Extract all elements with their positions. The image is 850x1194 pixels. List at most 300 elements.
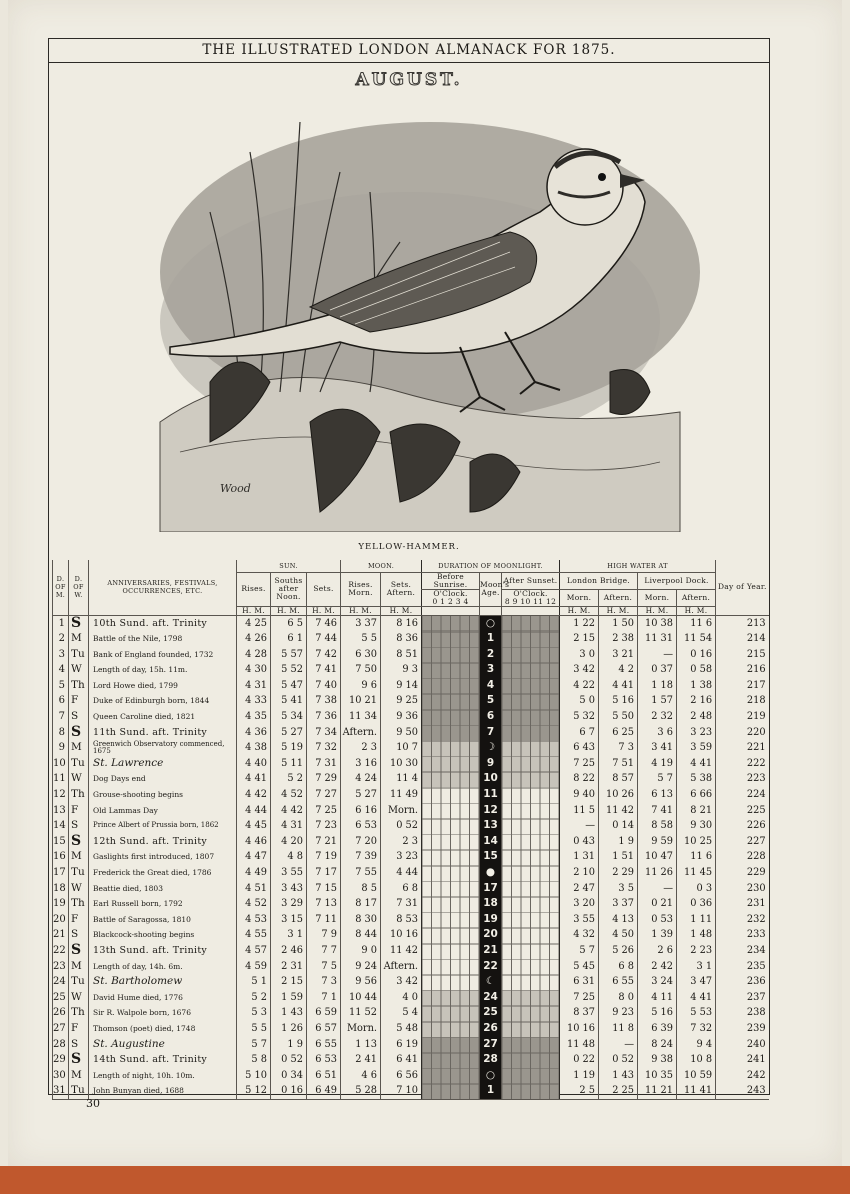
sun-sets: 7 5 (307, 959, 341, 975)
moon-sets: 9 3 (381, 662, 422, 678)
moonlight-before (422, 1037, 480, 1053)
moonlight-after (502, 1005, 560, 1021)
sun-sets: 7 38 (307, 693, 341, 709)
table-row (53, 1083, 769, 1099)
day-of-month: 30 (53, 1068, 69, 1084)
london-morn: 5 45 (560, 959, 599, 975)
sun-souths: 4 20 (271, 834, 307, 850)
liverpool-aftern: 10 8 (677, 1052, 716, 1068)
oclock-right: O'Clock. 8 9 10 11 12 (502, 589, 560, 606)
day-of-month: 31 (53, 1083, 69, 1099)
day-of-year: 220 (716, 725, 769, 741)
london-morn: 2 10 (560, 865, 599, 881)
london-aftern: 1 9 (599, 834, 638, 850)
liverpool-morn: — (638, 881, 677, 897)
day-of-week: S (69, 1037, 89, 1053)
event: John Bunyan died, 1688 (89, 1083, 237, 1099)
sun-rises: 4 38 (237, 740, 271, 756)
day-of-year: 241 (716, 1052, 769, 1068)
sun-sets: 6 59 (307, 1005, 341, 1021)
sun-sets: 7 23 (307, 818, 341, 834)
event: Battle of the Nile, 1798 (89, 631, 237, 647)
sun-sets: 7 40 (307, 678, 341, 694)
event: 14th Sund. aft. Trinity (89, 1052, 237, 1068)
moonlight-after (502, 756, 560, 772)
liverpool-aftern: 1 11 (677, 912, 716, 928)
moon-age: 19 (480, 912, 502, 928)
moonlight-after (502, 943, 560, 959)
moon-rises: 6 53 (341, 818, 381, 834)
london-morn: 4 22 (560, 678, 599, 694)
sun-souths: 0 52 (271, 1052, 307, 1068)
day-of-week: Th (69, 896, 89, 912)
sun-sets: 7 31 (307, 756, 341, 772)
liverpool-morn: 10 47 (638, 849, 677, 865)
day-of-week: W (69, 881, 89, 897)
day-of-year: 239 (716, 1021, 769, 1037)
moon-age: 4 (480, 678, 502, 694)
moon-sets: 6 19 (381, 1037, 422, 1053)
moon-age: 1 (480, 1083, 502, 1099)
sun-rises: 5 1 (237, 974, 271, 990)
event: Beattie died, 1803 (89, 881, 237, 897)
col-d-of-w: D. OF W. (69, 560, 89, 615)
moon-sets: 2 3 (381, 834, 422, 850)
moonlight-after (502, 1037, 560, 1053)
moonlight-after (502, 803, 560, 819)
day-of-month: 19 (53, 896, 69, 912)
table-row (53, 725, 769, 741)
table-row (53, 1005, 769, 1021)
moon-sets: 3 23 (381, 849, 422, 865)
liverpool-aftern: 6 66 (677, 787, 716, 803)
liverpool-morn: 0 21 (638, 896, 677, 912)
event: Bank of England founded, 1732 (89, 647, 237, 663)
day-of-year: 243 (716, 1083, 769, 1099)
unit-hm: H. M. (271, 606, 307, 615)
sun-souths: 5 11 (271, 756, 307, 772)
day-of-year: 223 (716, 771, 769, 787)
table-row (53, 1068, 769, 1084)
sun-sets: 6 55 (307, 1037, 341, 1053)
moon-age: 1 (480, 631, 502, 647)
day-of-week: S (69, 709, 89, 725)
london-morn: 11 48 (560, 1037, 599, 1053)
sun-souths: 5 19 (271, 740, 307, 756)
day-of-year: 225 (716, 803, 769, 819)
moon-age: 24 (480, 990, 502, 1006)
moonlight-after (502, 974, 560, 990)
day-of-week: S (69, 927, 89, 943)
moonlight-before (422, 615, 480, 631)
liverpool-morn: 1 57 (638, 693, 677, 709)
moonlight-before (422, 881, 480, 897)
moonlight-before (422, 896, 480, 912)
event: St. Augustine (89, 1037, 237, 1053)
moon-age: 25 (480, 1005, 502, 1021)
col-sun-sets: Sets. (307, 572, 341, 606)
table-row (53, 771, 769, 787)
day-of-week: S (69, 943, 89, 959)
col-before-sunrise: Before Sunrise. (422, 572, 480, 589)
liverpool-morn: 11 31 (638, 631, 677, 647)
unit-hm: H. M. (307, 606, 341, 615)
liverpool-morn: 2 6 (638, 943, 677, 959)
liverpool-aftern: 3 47 (677, 974, 716, 990)
sun-sets: 7 27 (307, 787, 341, 803)
day-of-month: 10 (53, 756, 69, 772)
table-row (53, 756, 769, 772)
moon-rises: 8 17 (341, 896, 381, 912)
table-row (53, 959, 769, 975)
day-of-month: 6 (53, 693, 69, 709)
sun-souths: 3 15 (271, 912, 307, 928)
london-aftern: 2 25 (599, 1083, 638, 1099)
day-of-month: 13 (53, 803, 69, 819)
liverpool-morn: 8 58 (638, 818, 677, 834)
liverpool-morn: 2 32 (638, 709, 677, 725)
london-morn: — (560, 818, 599, 834)
event: St. Lawrence (89, 756, 237, 772)
liverpool-aftern: 0 16 (677, 647, 716, 663)
moonlight-before (422, 818, 480, 834)
sun-souths: 2 15 (271, 974, 307, 990)
london-aftern: 2 38 (599, 631, 638, 647)
unit-hm: H. M. (638, 606, 677, 615)
liverpool-morn: 0 37 (638, 662, 677, 678)
sun-souths: 2 31 (271, 959, 307, 975)
table-row (53, 662, 769, 678)
sun-souths: 3 29 (271, 896, 307, 912)
sun-sets: 7 17 (307, 865, 341, 881)
moon-sets: 6 56 (381, 1068, 422, 1084)
day-of-year: 216 (716, 662, 769, 678)
liverpool-morn: 9 38 (638, 1052, 677, 1068)
moon-age: 21 (480, 943, 502, 959)
moon-rises: 6 30 (341, 647, 381, 663)
moon-sets: 4 0 (381, 990, 422, 1006)
london-aftern: 1 43 (599, 1068, 638, 1084)
col-lb-morn: Morn. (560, 589, 599, 606)
moon-rises: 3 37 (341, 615, 381, 631)
day-of-month: 29 (53, 1052, 69, 1068)
moon-sets: 11 4 (381, 771, 422, 787)
london-aftern: 6 55 (599, 974, 638, 990)
col-d-of-m: D. OF M. (53, 560, 69, 615)
sun-rises: 4 53 (237, 912, 271, 928)
day-of-year: 217 (716, 678, 769, 694)
liverpool-aftern: 11 41 (677, 1083, 716, 1099)
sun-rises: 4 52 (237, 896, 271, 912)
event: Greenwich Observatory commenced, 1675 (89, 740, 237, 756)
moon-sets: Morn. (381, 803, 422, 819)
col-london-bridge: London Bridge. (560, 572, 638, 589)
moonlight-before (422, 849, 480, 865)
moon-rises: 9 6 (341, 678, 381, 694)
liverpool-aftern: 5 38 (677, 771, 716, 787)
sun-rises: 4 25 (237, 615, 271, 631)
day-of-month: 17 (53, 865, 69, 881)
liverpool-aftern: 9 30 (677, 818, 716, 834)
day-of-month: 24 (53, 974, 69, 990)
london-morn: 6 31 (560, 974, 599, 990)
liverpool-morn: 11 21 (638, 1083, 677, 1099)
day-of-year: 230 (716, 881, 769, 897)
sun-sets: 6 49 (307, 1083, 341, 1099)
moon-age: ○ (480, 615, 502, 631)
moonlight-before (422, 740, 480, 756)
liverpool-aftern: 0 58 (677, 662, 716, 678)
moonlight-before (422, 1068, 480, 1084)
moonlight-after (502, 787, 560, 803)
sun-souths: 4 8 (271, 849, 307, 865)
liverpool-morn: 8 24 (638, 1037, 677, 1053)
london-morn: 1 22 (560, 615, 599, 631)
moonlight-after (502, 1052, 560, 1068)
moonlight-after (502, 771, 560, 787)
moonlight-after (502, 631, 560, 647)
day-of-year: 213 (716, 615, 769, 631)
moon-sets: 8 36 (381, 631, 422, 647)
sun-sets: 7 46 (307, 615, 341, 631)
liverpool-morn: 3 24 (638, 974, 677, 990)
liverpool-aftern: 4 41 (677, 756, 716, 772)
moon-rises: 9 24 (341, 959, 381, 975)
liverpool-morn: 11 26 (638, 865, 677, 881)
event: David Hume died, 1776 (89, 990, 237, 1006)
day-of-year: 226 (716, 818, 769, 834)
london-morn: 4 32 (560, 927, 599, 943)
moon-age: 13 (480, 818, 502, 834)
day-of-year: 236 (716, 974, 769, 990)
moon-rises: Aftern. (341, 725, 381, 741)
sun-rises: 4 31 (237, 678, 271, 694)
day-of-year: 232 (716, 912, 769, 928)
moon-rises: 9 56 (341, 974, 381, 990)
table-row (53, 1037, 769, 1053)
day-of-week: Tu (69, 1083, 89, 1099)
london-aftern: 8 0 (599, 990, 638, 1006)
moon-sets: 7 31 (381, 896, 422, 912)
london-aftern: 8 57 (599, 771, 638, 787)
moonlight-before (422, 693, 480, 709)
sun-rises: 4 36 (237, 725, 271, 741)
event: Length of day, 14h. 6m. (89, 959, 237, 975)
col-sun-souths: Souths after Noon. (271, 572, 307, 606)
day-of-week: Th (69, 787, 89, 803)
sun-souths: 5 52 (271, 662, 307, 678)
sun-rises: 4 51 (237, 881, 271, 897)
liverpool-aftern: 11 54 (677, 631, 716, 647)
moonlight-before (422, 647, 480, 663)
table-row (53, 849, 769, 865)
london-morn: 0 22 (560, 1052, 599, 1068)
sun-souths: 3 43 (271, 881, 307, 897)
liverpool-morn: 3 6 (638, 725, 677, 741)
sun-souths: 1 59 (271, 990, 307, 1006)
moon-sets: 5 48 (381, 1021, 422, 1037)
moonlight-before (422, 756, 480, 772)
day-of-month: 18 (53, 881, 69, 897)
col-moon-age: Moon's Age. (480, 572, 502, 606)
moon-sets: 8 16 (381, 615, 422, 631)
moon-rises: 2 41 (341, 1052, 381, 1068)
moonlight-after (502, 1021, 560, 1037)
moon-age: 14 (480, 834, 502, 850)
event: 12th Sund. aft. Trinity (89, 834, 237, 850)
sun-sets: 7 36 (307, 709, 341, 725)
table-row (53, 818, 769, 834)
sun-rises: 4 57 (237, 943, 271, 959)
day-of-year: 238 (716, 1005, 769, 1021)
day-of-year: 233 (716, 927, 769, 943)
liverpool-morn: 4 19 (638, 756, 677, 772)
moonlight-before (422, 1005, 480, 1021)
liverpool-morn: 10 38 (638, 615, 677, 631)
moon-sets: 3 42 (381, 974, 422, 990)
sun-souths: 4 31 (271, 818, 307, 834)
day-of-week: Tu (69, 865, 89, 881)
table-row (53, 615, 769, 631)
moon-sets: 8 53 (381, 912, 422, 928)
event: Blackcock-shooting begins (89, 927, 237, 943)
col-moonlight: DURATION OF MOONLIGHT. (422, 560, 560, 572)
moonlight-after (502, 1068, 560, 1084)
event: Thomson (poet) died, 1748 (89, 1021, 237, 1037)
day-of-month: 11 (53, 771, 69, 787)
table-row (53, 709, 769, 725)
day-of-week: Tu (69, 756, 89, 772)
day-of-month: 14 (53, 818, 69, 834)
london-morn: 5 0 (560, 693, 599, 709)
moonlight-after (502, 849, 560, 865)
liverpool-aftern: 1 38 (677, 678, 716, 694)
london-morn: 8 37 (560, 1005, 599, 1021)
liverpool-morn: 4 11 (638, 990, 677, 1006)
liverpool-morn: 5 16 (638, 1005, 677, 1021)
sun-rises: 5 10 (237, 1068, 271, 1084)
moonlight-after (502, 818, 560, 834)
moon-sets: 9 25 (381, 693, 422, 709)
moonlight-after (502, 709, 560, 725)
col-sun: SUN. (237, 560, 341, 572)
moonlight-after (502, 959, 560, 975)
table-row (53, 990, 769, 1006)
event: 11th Sund. aft. Trinity (89, 725, 237, 741)
liverpool-morn: 1 18 (638, 678, 677, 694)
unit-hm: H. M. (677, 606, 716, 615)
day-of-month: 12 (53, 787, 69, 803)
sun-souths: 4 42 (271, 803, 307, 819)
day-of-year: 227 (716, 834, 769, 850)
london-aftern: 9 23 (599, 1005, 638, 1021)
moon-rises: 7 39 (341, 849, 381, 865)
moon-sets: 5 4 (381, 1005, 422, 1021)
moon-age: 28 (480, 1052, 502, 1068)
london-aftern: 1 51 (599, 849, 638, 865)
event: Length of day, 15h. 11m. (89, 662, 237, 678)
moonlight-before (422, 943, 480, 959)
moon-rises: 5 28 (341, 1083, 381, 1099)
moonlight-before (422, 959, 480, 975)
day-of-year: 218 (716, 693, 769, 709)
day-of-month: 22 (53, 943, 69, 959)
moon-sets: 0 52 (381, 818, 422, 834)
moonlight-after (502, 615, 560, 631)
london-aftern: 3 37 (599, 896, 638, 912)
liverpool-aftern: 2 48 (677, 709, 716, 725)
event: Queen Caroline died, 1821 (89, 709, 237, 725)
liverpool-aftern: 9 4 (677, 1037, 716, 1053)
table-row (53, 881, 769, 897)
moonlight-before (422, 709, 480, 725)
day-of-month: 15 (53, 834, 69, 850)
day-of-month: 28 (53, 1037, 69, 1053)
sun-souths: 5 41 (271, 693, 307, 709)
moon-rises: 11 52 (341, 1005, 381, 1021)
sun-rises: 4 55 (237, 927, 271, 943)
table-row (53, 974, 769, 990)
moon-sets: 11 42 (381, 943, 422, 959)
day-of-year: 235 (716, 959, 769, 975)
london-aftern: 7 3 (599, 740, 638, 756)
moon-rises: 5 27 (341, 787, 381, 803)
col-events: ANNIVERSARIES, FESTIVALS, OCCURRENCES, ETC. (89, 560, 237, 615)
day-of-year: 219 (716, 709, 769, 725)
moon-rises: 10 21 (341, 693, 381, 709)
moon-rises: 7 50 (341, 662, 381, 678)
sun-sets: 7 44 (307, 631, 341, 647)
liverpool-aftern: 4 41 (677, 990, 716, 1006)
sun-rises: 4 44 (237, 803, 271, 819)
liverpool-aftern: 0 3 (677, 881, 716, 897)
moonlight-before (422, 631, 480, 647)
sun-souths: 3 55 (271, 865, 307, 881)
moon-sets: 6 8 (381, 881, 422, 897)
liverpool-aftern: 3 1 (677, 959, 716, 975)
day-of-week: M (69, 631, 89, 647)
sun-souths: 6 5 (271, 615, 307, 631)
sun-souths: 5 47 (271, 678, 307, 694)
moon-age: 6 (480, 709, 502, 725)
sun-rises: 4 33 (237, 693, 271, 709)
moon-rises: 3 16 (341, 756, 381, 772)
moon-age: ☽ (480, 740, 502, 756)
moonlight-before (422, 771, 480, 787)
london-morn: 10 16 (560, 1021, 599, 1037)
london-morn: 7 25 (560, 990, 599, 1006)
day-of-week: F (69, 693, 89, 709)
sun-sets: 7 11 (307, 912, 341, 928)
liverpool-morn: 0 53 (638, 912, 677, 928)
day-of-month: 27 (53, 1021, 69, 1037)
london-aftern: 2 29 (599, 865, 638, 881)
event: Earl Russell born, 1792 (89, 896, 237, 912)
day-of-week: W (69, 771, 89, 787)
london-aftern: 0 14 (599, 818, 638, 834)
day-of-week: S (69, 725, 89, 741)
sun-sets: 6 51 (307, 1068, 341, 1084)
moonlight-after (502, 912, 560, 928)
day-of-month: 26 (53, 1005, 69, 1021)
sun-sets: 6 53 (307, 1052, 341, 1068)
sun-sets: 7 15 (307, 881, 341, 897)
liverpool-aftern: 11 6 (677, 849, 716, 865)
moon-age: ○ (480, 1068, 502, 1084)
london-aftern: — (599, 1037, 638, 1053)
table-row (53, 943, 769, 959)
day-of-week: Tu (69, 647, 89, 663)
